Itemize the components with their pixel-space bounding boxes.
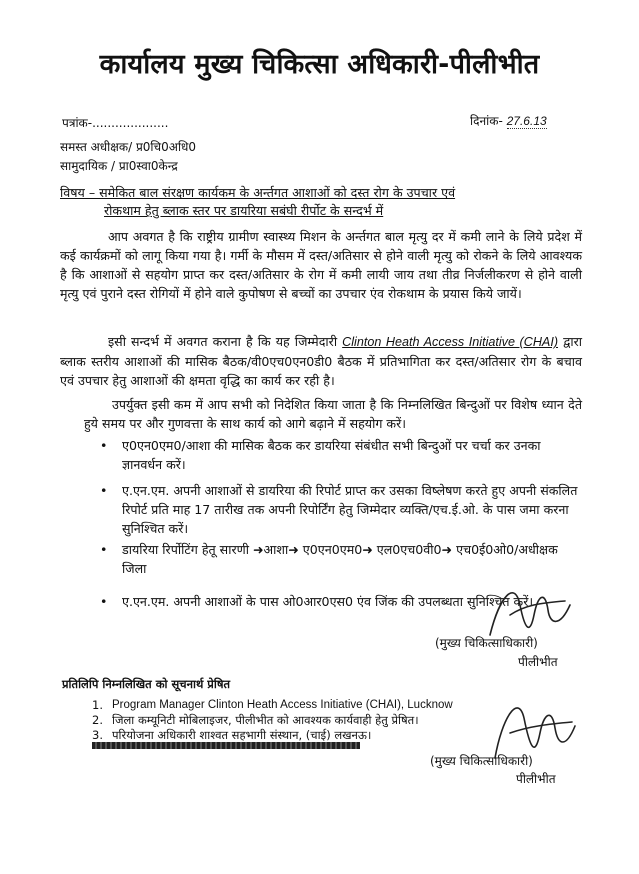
subject-line-2: रोकथाम हेतु ब्लाक स्तर पर डायरिया सबंघी रीर्पोट के सन्दर्भ में	[104, 203, 384, 218]
bullet-text: ए.एन.एम. अपनी आशाओं से डायरिया की रिपोर्ट प्राप्त कर उसका विष्लेषण करते हुए अपनी संकलित रिपोर्ट प्रति माह 17 तारीख तक अपनी रिपोर्टिंग हेतु जिम्मेदार व्यक्ति/एच.ई.ओ. के पास जमा करना सुनिश्चित करें।	[122, 483, 578, 536]
struck-out-line	[92, 742, 360, 749]
paragraph-intro: आप अवगत है कि राष्ट्रीय ग्रामीण स्वास्थ्य मिशन के अर्न्तगत बाल मृत्यु दर में कमी लाने के लिये प्रदेश में कई कार्यक्रमों को लागू किया गया है। गर्मी के मौसम में दस्त/अतिसार से होने वाली मृत्यु को रोकने के लिये आवश्यक है कि आशाओं से सहयोग प्राप्त कर दस्त/अतिसार के रोग में कमी लायी जाय तथा तीव्र निर्जलीकरण से होने वाली मृत्यु एवं पुराने दस्त रोगियों में होने वाले कुपोषण से बच्चों का उपचार एंव रोकथाम के प्रयास किये जायें।	[60, 229, 582, 301]
list-item	[100, 540, 570, 578]
bullet-mark: •	[100, 438, 108, 453]
signature-2-place: पीलीभीत	[516, 772, 556, 786]
copy-heading: प्रतिलिपि निम्नलिखित को सूचनार्थ प्रेषित	[62, 677, 231, 691]
list-item	[100, 481, 582, 538]
copy-item-text: Program Manager Clinton Heath Access Initiative (CHAI), Lucknow	[112, 699, 453, 711]
subject-line-1: विषय – समेकित बाल संरक्षण कार्यकम के अर्न्तगत आशाओं को दस्त रोग के उपचार एवं	[60, 185, 456, 200]
reference-number	[62, 114, 168, 132]
list-item	[92, 713, 472, 728]
copy-item-number: 2.	[92, 713, 103, 727]
signature-2-title: (मुख्य चिकित्साधिकारी)	[430, 754, 533, 768]
signature-1-title: (मुख्य चिकित्साधिकारी)	[435, 636, 538, 650]
bullet-text: ए0एन0एम0/आशा की मासिक बैठक कर डायरिया संबंधीत सभी बिन्दुओं पर चर्चा कर उनका ज्ञानवर्धन करें।	[122, 438, 541, 472]
organization-name: Clinton Heath Access Initiative (CHAI)	[342, 335, 559, 349]
bullet-text: ए.एन.एम. अपनी आशाओं के पास ओ0आर0एस0 एंव जिंक की उपलब्धता सुनिश्चित करें।	[122, 594, 534, 609]
paragraph-responsibility-end: द्वारा ब्लाक स्तरीय आशाओं की मासिक बैठक/वी0एच0एन0डी0 बैठक में प्रतिभागिता कर दस्त/अतिसार रोग के बचाव एवं उपचार हेतु आशाओं की क्षमता वृद्धि का कार्य कर रही है।	[60, 334, 582, 388]
bullet-mark: •	[100, 483, 108, 498]
page-title: कार्यालय मुख्य चिकित्सा अधिकारी-पीलीभीत	[99, 49, 540, 80]
list-item	[92, 698, 472, 713]
addressee-line-1: समस्त अधीक्षक/ प्र0चि0अधि0	[60, 140, 197, 154]
copy-list	[92, 698, 472, 743]
paragraph-instructions: उपर्युक्त इसी कम में आप सभी को निदेशित किया जाता है कि निम्नलिखित बिन्दुओं पर विशेष ध्यान देते हुये समय पर और गुणवत्ता के साथ कार्य को आगे बढ़ाने में सहयोग करें।	[84, 397, 582, 431]
bullet-text: डायरिया रिर्पोटिंग हेतू सारणी ➜आशा➜ ए0एन0एम0➜ एल0एच0वी0➜ एच0ई0ओ0/अधीक्षक जिला	[122, 542, 558, 576]
paragraph-responsibility-start: इसी सन्दर्भ में अवगत कराना है कि यह जिम्मेदारी	[108, 334, 343, 349]
bullet-mark: •	[100, 594, 108, 609]
addressee-line-2: सामुदायिक / प्रा0स्वा0केन्द्र	[60, 159, 178, 173]
date-label: दिनांक-	[470, 114, 503, 128]
list-item	[92, 728, 472, 743]
copy-item-text: जिला कम्यूनिटी मोबिलाइजर, पीलीभीत को आवश्यक कार्यवाही हेतु प्रेषित।	[112, 713, 419, 727]
reference-label: पत्रांक-	[62, 116, 93, 130]
date-value: 27.6.13	[506, 114, 547, 128]
copy-item-number: 3.	[92, 728, 103, 742]
reference-blank: ....................	[92, 116, 169, 130]
bullet-mark: •	[100, 542, 108, 557]
list-item	[100, 436, 582, 474]
signature-1-place: पीलीभीत	[518, 655, 558, 669]
copy-item-number: 1.	[92, 698, 103, 712]
copy-item-text: परियोजना अधिकारी शाश्वत सहभागी संस्थान, (चाई) लखनऊ।	[112, 728, 372, 742]
paragraph-responsibility	[60, 332, 582, 390]
letter-date	[470, 112, 547, 130]
